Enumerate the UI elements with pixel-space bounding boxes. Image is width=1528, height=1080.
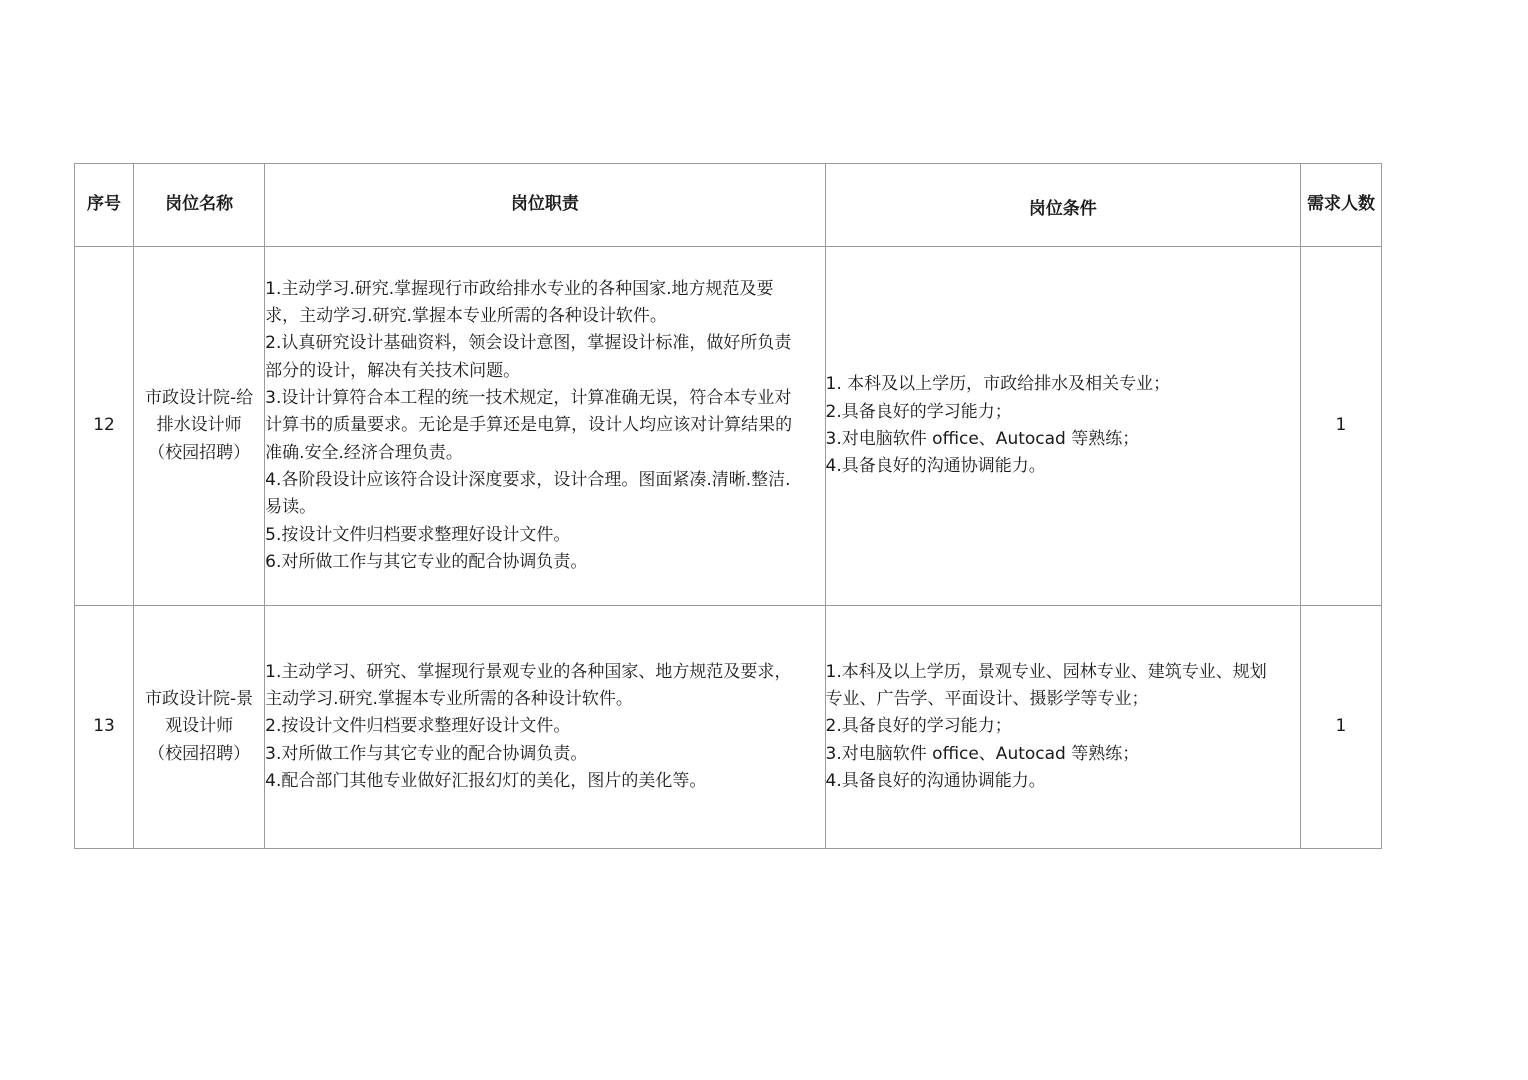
duty-line: 计算书的质量要求。无论是手算还是电算，设计人均应该对计算结果的 [265, 415, 793, 436]
position-name [134, 606, 265, 849]
header-count: 需求人数 [1300, 164, 1381, 247]
requirement-line: 4.具备良好的沟通协调能力。 [825, 456, 1046, 477]
position-name-line: 观设计师 [165, 716, 234, 737]
row-number: 12 [75, 247, 134, 606]
position-name-line: 市政设计院-景 [145, 689, 254, 710]
position-name-line: 市政设计院-给 [145, 388, 254, 409]
job-table [74, 163, 1382, 849]
duty-line: 准确.安全.经济合理负责。 [265, 442, 463, 463]
duty-line: 3.设计计算符合本工程的统一技术规定，计算准确无误，符合本专业对 [265, 388, 792, 409]
requirement-line: 2.具备良好的学习能力； [825, 401, 1012, 422]
position-requirements [825, 606, 1300, 849]
position-duties [265, 247, 825, 606]
duty-line: 1.主动学习、研究、掌握现行景观专业的各种国家、地方规范及要求， [265, 661, 792, 682]
row-number: 13 [75, 606, 134, 849]
requirement-line: 专业、广告学、平面设计、摄影学等专业； [825, 689, 1149, 710]
position-name-line: （校园招聘） [148, 442, 251, 463]
headcount: 1 [1300, 606, 1381, 849]
headcount: 1 [1300, 247, 1381, 606]
duty-line: 3.对所做工作与其它专业的配合协调负责。 [265, 743, 588, 764]
duty-line: 4.各阶段设计应该符合设计深度要求，设计合理。图面紧凑.清晰.整洁. [265, 469, 791, 490]
duty-line: 主动学习.研究.掌握本专业所需的各种设计软件。 [265, 689, 633, 710]
position-name-line: （校园招聘） [148, 743, 251, 764]
position-requirements [825, 247, 1300, 606]
duty-line: 1.主动学习.研究.掌握现行市政给排水专业的各种国家.地方规范及要 [265, 278, 774, 299]
header-requirement: 岗位条件 [825, 164, 1300, 247]
table-header-row [75, 164, 1382, 247]
header-name: 岗位名称 [134, 164, 265, 247]
table-row [75, 247, 1382, 606]
position-duties [265, 606, 825, 849]
duty-line: 部分的设计，解决有关技术问题。 [265, 360, 521, 381]
duty-line: 5.按设计文件归档要求整理好设计文件。 [265, 524, 571, 545]
duty-line: 2.认真研究设计基础资料，领会设计意图，掌握设计标准，做好所负责 [265, 333, 792, 354]
table-row [75, 606, 1382, 849]
duty-line: 2.按设计文件归档要求整理好设计文件。 [265, 716, 571, 737]
duty-line: 求，主动学习.研究.掌握本专业所需的各种设计软件。 [265, 306, 667, 327]
duty-line: 易读。 [265, 497, 317, 518]
header-no: 序号 [75, 164, 134, 247]
requirement-line: 3.对电脑软件 office、Autocad 等熟练； [825, 429, 1140, 449]
requirement-line: 1. 本科及以上学历，市政给排水及相关专业； [825, 374, 1171, 395]
requirement-line: 2.具备良好的学习能力； [825, 716, 1012, 737]
requirement-line: 4.具备良好的沟通协调能力。 [825, 770, 1046, 791]
position-name-line: 排水设计师 [156, 415, 242, 436]
position-name [134, 247, 265, 606]
requirement-line: 3.对电脑软件 office、Autocad 等熟练； [825, 743, 1140, 764]
header-duty: 岗位职责 [265, 164, 825, 247]
duty-line: 4.配合部门其他专业做好汇报幻灯的美化，图片的美化等。 [265, 770, 707, 791]
requirement-line: 1.本科及以上学历，景观专业、园林专业、建筑专业、规划 [825, 661, 1267, 682]
duty-line: 6.对所做工作与其它专业的配合协调负责。 [265, 551, 588, 572]
